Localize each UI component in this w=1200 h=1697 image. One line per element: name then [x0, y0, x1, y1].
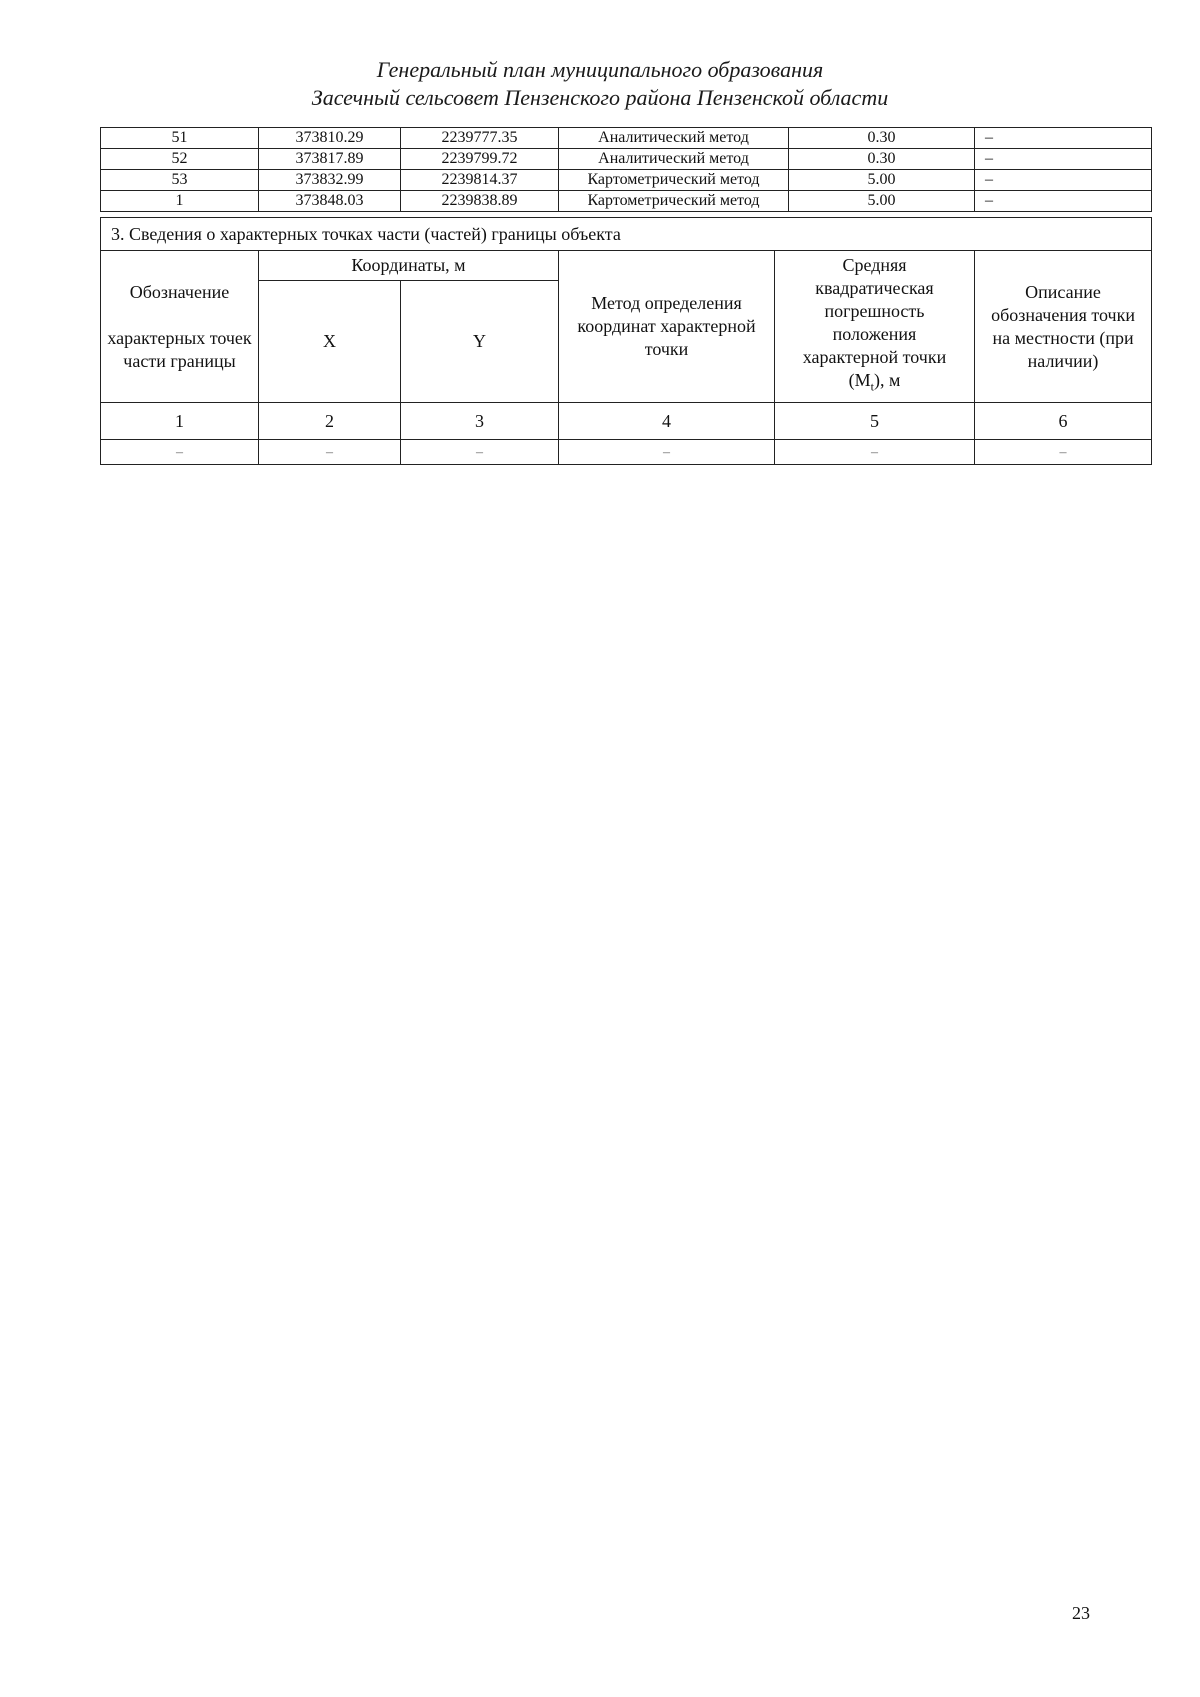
point-x: 373848.03 [259, 191, 401, 212]
point-id: 1 [101, 191, 259, 212]
header-error [775, 251, 975, 403]
point-description: – [975, 128, 1152, 149]
point-x: 373832.99 [259, 170, 401, 191]
point-y: 2239777.35 [401, 128, 559, 149]
header-description: Описание обозначения точки на местности (при наличии) [975, 251, 1152, 403]
point-method: Картометрический метод [559, 170, 789, 191]
point-error: 0.30 [789, 149, 975, 170]
point-id: 51 [101, 128, 259, 149]
point-description: – [975, 149, 1152, 170]
empty-cell: – [975, 440, 1152, 465]
column-number: 5 [775, 403, 975, 440]
column-number: 1 [101, 403, 259, 440]
header-error-tail: ), м [873, 370, 901, 391]
point-id: 52 [101, 149, 259, 170]
point-method: Аналитический метод [559, 149, 789, 170]
point-description: – [975, 170, 1152, 191]
point-x: 373817.89 [259, 149, 401, 170]
header-line-2: Засечный сельсовет Пензенского района Пензенской области [311, 85, 889, 110]
header-error-main: Средняя квадратическая погрешность положения характерной точки (M [802, 255, 947, 391]
point-y: 2239814.37 [401, 170, 559, 191]
empty-cell: – [101, 440, 259, 465]
point-y: 2239838.89 [401, 191, 559, 212]
column-number: 3 [401, 403, 559, 440]
header-y: Y [401, 281, 559, 403]
empty-cell: – [401, 440, 559, 465]
point-method: Аналитический метод [559, 128, 789, 149]
table-row [101, 149, 1152, 170]
empty-cell: – [259, 440, 401, 465]
document-header [0, 56, 1200, 112]
point-description: – [975, 191, 1152, 212]
point-error: 5.00 [789, 170, 975, 191]
table-row [101, 128, 1152, 149]
table-row [101, 191, 1152, 212]
point-id: 53 [101, 170, 259, 191]
point-x: 373810.29 [259, 128, 401, 149]
empty-cell: – [559, 440, 775, 465]
header-method: Метод определения координат характерной точки [559, 251, 775, 403]
section-title: 3. Сведения о характерных точках части (частей) границы объекта [101, 218, 1152, 251]
column-number: 6 [975, 403, 1152, 440]
header-x: X [259, 281, 401, 403]
points-table [100, 127, 1152, 212]
header-coordinates: Координаты, м [259, 251, 559, 281]
header-line-1: Генеральный план муниципального образования [376, 57, 824, 82]
column-number: 4 [559, 403, 775, 440]
page-number: 23 [1072, 1603, 1090, 1623]
table-row [101, 440, 1152, 465]
column-number: 2 [259, 403, 401, 440]
point-y: 2239799.72 [401, 149, 559, 170]
point-method: Картометрический метод [559, 191, 789, 212]
section3-table [100, 217, 1152, 465]
header-error-subscript: t [870, 379, 874, 394]
table-row [101, 170, 1152, 191]
point-error: 0.30 [789, 128, 975, 149]
column-numbers-row [101, 403, 1152, 440]
point-error: 5.00 [789, 191, 975, 212]
empty-cell: – [775, 440, 975, 465]
header-designation: Обозначение характерных точек части границы [101, 251, 259, 403]
